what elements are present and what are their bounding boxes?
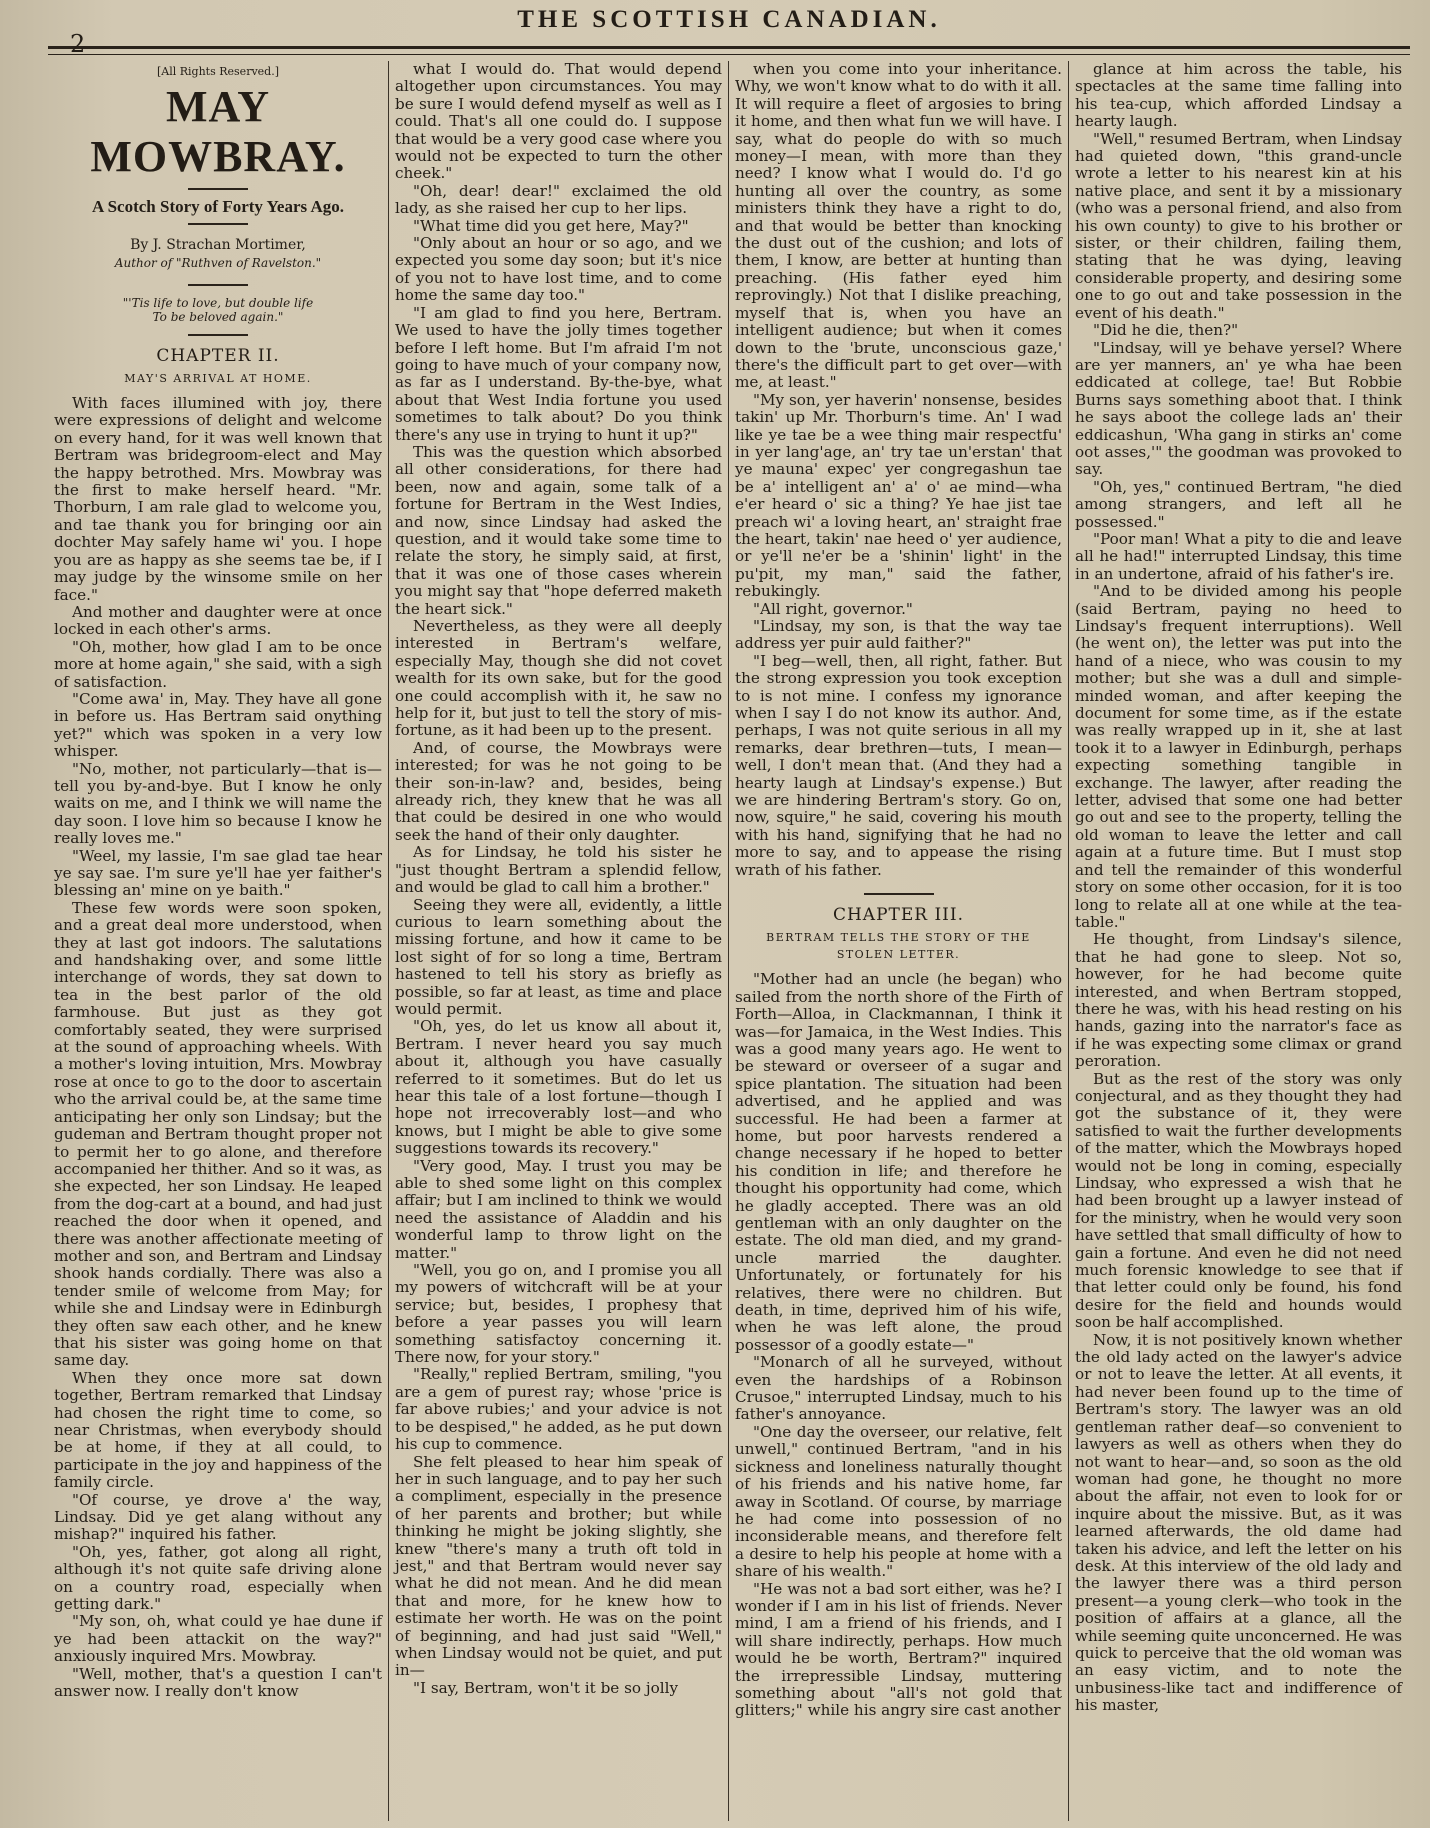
paragraph: "My son, oh, what could ye hae dune if ye had been attackit on the way?" anxiously inquired Mrs. Mowbray. xyxy=(54,1612,382,1666)
paragraph: "One day the overseer, our relative, felt unwell," continued Bertram, "and in his sickness and loneliness naturally thought of his friends and his native home, far away in Scotland. Of course, by marriage he had come into possession of no inconsiderable means, and therefore felt a desire to help his people at home with a share of his wealth." xyxy=(735,1422,1062,1581)
column-1-body xyxy=(54,395,382,1700)
paragraph: "Oh, yes, father, got along all right, although it's not quite safe driving alone on a country road, especially when getting dark." xyxy=(54,1542,382,1614)
paragraph: When they once more sat down together, Bertram remarked that Lindsay had chosen the right time to come, so near Christmas, when everybody should be at home, if they at all could, to participate in the joy and happiness of the family circle. xyxy=(54,1368,382,1492)
paragraph: "Well, you go on, and I promise you all my powers of witchcraft will be at your service; but, besides, I prophesy that before a year passes you will learn something satisfactoy concerning it. There now, for your story." xyxy=(395,1261,722,1367)
paragraph: "Only about an hour or so ago, and we expected you some day soon; but it's nice of you not to have lost time, and to come home the same day too." xyxy=(395,234,722,305)
paragraph: "No, mother, not particularly—that is—tell you by-and-bye. But I know he only waits on me, and I think we will name the day soon. I love him so because I know he really loves me." xyxy=(54,759,382,848)
paragraph: But as the rest of the story was only conjectural, and as they thought they had got the substance of it, they were satisfied to wait the further developments of the matter, which the Mowbrays hoped would not be long in coming, especially Lindsay, who expressed a wish that he had been brought up a lawyer instead of for the ministry, when he would very soon have settled that small difficulty of how to gain a fortune. And even he did not need much forensic knowledge to see that if that letter could only be found, his fond desire for the field and hounds would soon be half accomplished. xyxy=(1075,1069,1402,1332)
paragraph: "Really," replied Bertram, smiling, "you are a gem of purest ray; whose 'price is far above rubies;' and your advice is not to be despised," he added, as he put down his cup to commence. xyxy=(395,1365,722,1454)
paragraph: This was the question which absorbed all other considerations, for there had been, now and again, some talk of a fortune for Bertram in the West Indies, and now, since Lindsay had asked the question, and it would take some time to relate the story, he simply said, at first, that it was one of those cases wherein you might say that "hope deferred maketh the heart sick." xyxy=(395,442,722,618)
paragraph: what I would do. That would depend altogether upon circumstances. You may be sure I would defend myself as well as I could. That's all one could do. I suppose that would be a very good case where you would not be expected to turn the other cheek." xyxy=(395,61,722,183)
byline: By J. Strachan Mortimer, xyxy=(130,237,306,254)
masthead-rule xyxy=(48,46,1410,55)
paragraph: "Well," resumed Bertram, when Lindsay had quieted down, "this grand-uncle wrote a letter to his nearest kin at his native place, and sent it by a missionary (who was a personal friend, and also from his own county) to give to his brother or sister, or their children, failing them, stating that he was dying, leaving considerable property, and desiring some one to go out and take possession in the event of his death." xyxy=(1075,129,1402,322)
rights-notice: [All Rights Reserved.] xyxy=(156,65,279,78)
paragraph: "I beg—well, then, all right, father. But the strong expression you took exception to is not mine. I confess my ignorance when I say I do not know its author. And, perhaps, I was not quite serious in all my remarks, dear brethren—tuts, I mean—well, I don't mean that. (And they had a hearty laugh at Lindsay's expense.) But we are hindering Bertram's story. Go on, now, squire," he said, covering his mouth with his hand, signifying that he had no more to say, and to appease the rising wrath of his father. xyxy=(735,651,1062,879)
paragraph: And mother and daughter were at once locked in each other's arms. xyxy=(54,602,382,639)
paragraph: "Oh, dear! dear!" exclaimed the old lady, as she raised her cup to her lips. xyxy=(395,181,722,218)
epigraph-rule xyxy=(188,334,248,336)
column-3 xyxy=(728,61,1068,1821)
column-1 xyxy=(48,61,388,1821)
paragraph: "Lindsay, will ye behave yersel? Where are yer manners, an' ye wha hae been eddicated at college, tae! But Robbie Burns says something aboot that. I think he says aboot the college lads an' their eddicashun, 'Wha gang in stirks an' come oot asses,'" the goodman was provoked to say. xyxy=(1075,338,1402,479)
chapter-heading: CHAPTER III. xyxy=(832,905,965,926)
paragraph: "Oh, yes," continued Bertram, "he died among strangers, and left all he possessed." xyxy=(1075,477,1402,531)
paragraph: Now, it is not positively known whether the old lady acted on the lawyer's advice or not to leave the letter. At all events, it had never been found up to the time of Bertram's story. The lawyer was an old gentleman rather deaf—so convenient to lawyers as well as others when they do not want to hear—and, so soon as the old woman had gone, he thought no more about the affair, not even to look for or inquire about the missive. But, as it was learned afterwards, the old dame had taken his advice, and left the letter on his desk. At this interview of the old lady and the lawyer there was a third person present—a young clerk—who took in the position of affairs at a glance, all the while seeming quite unconcerned. He was quick to perceive that the old woman was an easy victim, and to note the unbusiness-like tact and indifference of his master, xyxy=(1075,1330,1402,1715)
epigraph xyxy=(54,296,382,324)
paragraph: "I say, Bertram, won't it be so jolly xyxy=(413,1678,679,1697)
chapter-subheading: MAY'S ARRIVAL AT HOME. xyxy=(124,371,312,385)
paragraph: "Monarch of all he surveyed, without even the hardships of a Robinson Crusoe," interrupted Lindsay, much to his father's annoyance. xyxy=(735,1353,1062,1424)
paragraph: With faces illumined with joy, there were expressions of delight and welcome on every hand, for it was well known that Bertram was bridegroom-elect and May the happy betrothed. Mrs. Mowbray was the first to make herself heard. "Mr. Thorburn, I am rale glad to welcome you, and tae thank you for bringing oor ain dochter May safely hame wi' you. I hope you are as happy as she seems tae be, if I may judge by the winsome smile on her face." xyxy=(54,394,382,604)
paragraph: "Lindsay, my son, is that the way tae address yer puir auld faither?" xyxy=(735,617,1062,653)
chapter-divider xyxy=(864,893,934,895)
paragraph: As for Lindsay, he told his sister he "just thought Bertram a splendid fellow, and would be glad to call him a brother." xyxy=(395,843,722,897)
paragraph: She felt pleased to hear him speak of her in such language, and to pay her such a compliment, especially in the presence of her parents and brother; but while thinking he might be joking slightly, she knew "there's many a truth oft told in jest," and that Bertram would never say what he did not mean. And he did mean that and more, for he knew how to estimate her worth. He was on the point of beginning, and had just said "Well," when Lindsay would not be quiet, and put in— xyxy=(395,1452,722,1680)
epigraph-line-2: To be beloved again." xyxy=(152,310,284,325)
columns xyxy=(48,61,1410,1821)
column-4 xyxy=(1068,61,1408,1821)
paragraph: "Very good, May. I trust you may be able to shed some light on this complex affair; but I am inclined to think we would need the assistance of Aladdin and his wonderful lamp to throw light on the matter." xyxy=(395,1156,722,1262)
story-subtitle: A Scotch Story of Forty Years Ago. xyxy=(92,197,344,217)
paragraph: "Well, mother, that's a question I can't answer now. I really don't know xyxy=(54,1664,382,1701)
byline-rule xyxy=(188,284,248,286)
masthead xyxy=(48,6,1410,58)
author-credit: Author of "Ruthven of Ravelston." xyxy=(114,255,322,270)
column-3-body-bottom xyxy=(735,971,1062,1719)
paragraph: "I am glad to find you here, Bertram. We used to have the jolly times together before I left home. But I'm afraid I'm not going to have much of your company now, as far as I understand. By-the-bye, what about that West India fortune you used sometimes to talk about? Do you think there's any use in trying to hunt it up?" xyxy=(395,303,722,444)
column-2-body xyxy=(395,61,722,1697)
newspaper-title: THE SCOTTISH CANADIAN. xyxy=(517,6,941,33)
subtitle-rule xyxy=(188,223,248,225)
paragraph: These few words were soon spoken, and a great deal more understood, when they at last got indoors. The salutations and handshaking over, and some little interchange of words, they sat down to tea in the best parlor of the old farmhouse. But just as they got comfortably seated, they were surprised at the sound of approaching wheels. With a mother's loving intuition, Mrs. Mowbray rose at once to go to the door to ascertain who the arrival could be, at the same time anticipating her only son Lindsay; but the gudeman and Bertram thought proper not to permit her to go alone, and therefore accompanied her thither. And so it was, as she expected, her son Lindsay. He leaped from the dog-cart at a bound, and had just reached the door when it opened, and there was another affectionate meeting of mother and son, and Bertram and Lindsay shook hands cordially. There was also a tender smile of welcome from May; for while she and Lindsay were in Edinburgh they often saw each other, and he knew that his sister was going home on that same day. xyxy=(54,898,382,1370)
paragraph: "Come awa' in, May. They have all gone in before us. Has Bertram said onything yet?" which was spoken in a very low whisper. xyxy=(54,689,382,761)
column-4-body xyxy=(1075,61,1402,1715)
epigraph-line-1: "'Tis life to love, but double life xyxy=(122,296,314,311)
column-2 xyxy=(388,61,728,1821)
paragraph: "My son, yer haverin' nonsense, besides takin' up Mr. Thorburn's time. An' I wad like ye tae be a wee thing mair respectfu' in yer lang'age, an' try tae un'erstan' that ye mauna' expec' yer congregashun tae be a' intelligent an' a' o' ae mind—wha e'er heard o' sic a thing? Ye hae jist tae preach wi' a loving heart, an' straight frae the heart, takin' nae heed o' yer audience, or ye'll ne'er be a 'shinin' light' in the pu'pit, my man," said the father, rebukingly. xyxy=(735,390,1062,601)
page-number: 2 xyxy=(70,30,86,58)
paragraph: Seeing they were all, evidently, a little curious to learn something about the missing fortune, and how it came to be lost sight of for so long a time, Bertram hastened to tell his story as briefly as possible, so far at least, as time and place would permit. xyxy=(395,895,722,1018)
paragraph: Nevertheless, as they were all deeply interested in Bertram's welfare, especially May, though she did not covet wealth for its own sake, but for the good one could accomplish with it, he saw no help for it, but just to tell the story of mis-fortune, as it had been up to the present. xyxy=(395,617,722,740)
paragraph: "What time did you get here, May?" xyxy=(413,216,689,235)
paragraph: "Of course, ye drove a' the way, Lindsay. Did ye get alang without any mishap?" inquired his father. xyxy=(54,1490,382,1544)
chapter-subheading: BERTRAM TELLS THE STORY OF THE STOLEN LETTER. xyxy=(766,930,1031,961)
paragraph: "He was not a bad sort either, was he? I wonder if I am in his list of friends. Never mind, I am a friend of his friends, and I will share indirectly, perhaps. How much would he be worth, Bertram?" inquired the irrepressible Lindsay, muttering something about "all's not gold that glitters;" while his angry sire cast another xyxy=(735,1579,1062,1720)
paragraph: "Poor man! What a pity to die and leave all he had!" interrupted Lindsay, this time in an undertone, afraid of his father's ire. xyxy=(1075,529,1402,583)
chapter-heading: CHAPTER II. xyxy=(156,346,280,367)
paragraph: "Did he die, then?" xyxy=(1093,321,1239,340)
paragraph: "Weel, my lassie, I'm sae glad tae hear ye say sae. I'm sure ye'll hae yer faither's blessing an' mine on ye baith." xyxy=(54,846,382,900)
paragraph: "Oh, yes, do let us know all about it, Bertram. I never heard you say much about it, although you have casually referred to it sometimes. But do let us hear this tale of a lost fortune—though I hope not irrecoverably lost—and who knows, but I might be able to give some suggestions towards its recovery." xyxy=(395,1017,722,1158)
paragraph: "All right, governor." xyxy=(753,599,913,618)
paragraph: when you come into your inheritance. Why, we won't know what to do with it all. It will require a fleet of argosies to bring it home, and then what fun we will have. I say, what do people do with so much money—I mean, with more than they need? I know what I would do. I'd go hunting all over the country, as some ministers think they have a right to do, and that would be better than knocking the dust out of the cushion; and lots of them, I know, are better at hunting than preaching. (His father eyed him reprovingly.) Not that I dislike preaching, myself that is, when you have an intelligent audience; but when it comes down to the 'brute, unconscious gaze,' there's the difficult part to get over—with me, at least." xyxy=(735,61,1062,392)
paragraph: And, of course, the Mowbrays were interested; for was he not going to be their son-in-law? and, besides, being already rich, they knew that he was all that could be desired in one who would seek the hand of their only daughter. xyxy=(395,738,722,844)
paragraph: "Oh, mother, how glad I am to be once more at home again," she said, with a sigh of satisfaction. xyxy=(54,637,382,691)
column-3-body-top xyxy=(735,61,1062,879)
paragraph: "And to be divided among his people (said Bertram, paying no heed to Lindsay's frequent interruptions). Well (he went on), the letter was put into the hand of a niece, who was cousin to my mother; but she was a dull and simple-minded woman, and after keeping the document for some time, as if the estate was really wrapped up in it, she at last took it to a lawyer in Edinburgh, perhaps expecting something tangible in exchange. The lawyer, after reading the letter, advised that some one had better go out and see to the property, telling the old woman to leave the letter and call again at a future time. But I must stop and tell the remainder of this wonderful story on some other occasion, for it is too long to relate all at one while at the tea-table." xyxy=(1075,582,1402,931)
paragraph: "Mother had an uncle (he began) who sailed from the north shore of the Firth of Forth—Alloa, in Clackmannan, I think it was—for Jamaica, in the West Indies. This was a good many years ago. He went to be steward or overseer of a sugar and spice plantation. The situation had been advertised, and he applied and was successful. He had been a farmer at home, but poor harvests rendered a change necessary if he hoped to better his condition in life; and therefore he thought his opportunity had come, which he gladly accepted. There was an old gentleman with an only daughter on the estate. The old man died, and my grand-uncle married the daughter. Unfortunately, or fortunately for his relatives, there were no children. But death, in time, deprived him of his wife, when he was left alone, the proud possessor of a goodly estate—" xyxy=(735,970,1062,1354)
story-title: MAY MOWBRAY. xyxy=(90,82,346,182)
title-rule xyxy=(188,188,248,190)
paragraph: He thought, from Lindsay's silence, that he had gone to sleep. Not so, however, for he had become quite interested, and when Bertram stopped, there he was, with his head resting on his hands, gazing into the narrator's face as if he was expecting some climax or grand peroration. xyxy=(1075,930,1402,1071)
paragraph: glance at him across the table, his spectacles at the same time falling into his tea-cup, which afforded Lindsay a hearty laugh. xyxy=(1075,61,1402,131)
